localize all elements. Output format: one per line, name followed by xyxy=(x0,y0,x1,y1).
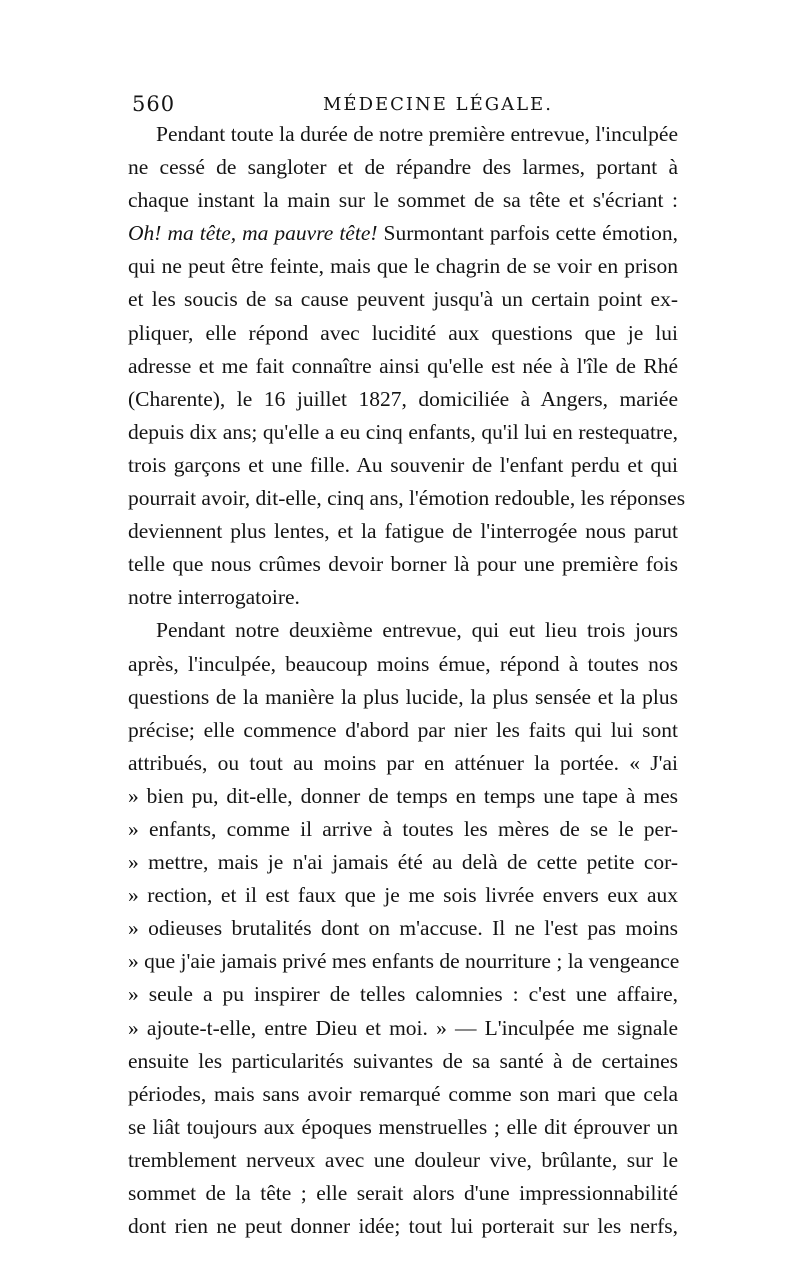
text-line: adresse et me fait connaître ainsi qu'elle est née à l'île de Rhé xyxy=(128,353,678,378)
text-line: telle que nous crûmes devoir borner là pour une première fois xyxy=(128,552,678,577)
text-line: après, l'inculpée, beaucoup moins émue, répond à toutes nos xyxy=(128,651,678,676)
text-line xyxy=(128,217,678,250)
text-line: » ajoute-t-elle, entre Dieu et moi. » — L'inculpée me signale xyxy=(128,1015,678,1040)
page-header xyxy=(118,80,678,120)
text-line: » que j'aie jamais privé mes enfants de nourriture ; la vengeance xyxy=(128,949,680,974)
text-line: et les soucis de sa cause peuvent jusqu'à un certain point ex- xyxy=(128,287,678,312)
text-line: » rection, et il est faux que je me sois livrée envers eux aux xyxy=(128,883,678,908)
text-line: pourrait avoir, dit-elle, cinq ans, l'émotion redouble, les réponses xyxy=(128,486,686,511)
text-line: ne cessé de sangloter et de répandre des larmes, portant à xyxy=(128,155,678,180)
text-line: » enfants, comme il arrive à toutes les mères de se le per- xyxy=(128,816,678,841)
text-line: » odieuses brutalités dont on m'accuse. Il ne l'est pas moins xyxy=(128,916,678,941)
text-line: » seule a pu inspirer de telles calomnies : c'est une affaire, xyxy=(128,982,678,1007)
text-line: Pendant notre deuxième entrevue, qui eut lieu trois jours xyxy=(156,618,678,643)
text-line: précise; elle commence d'abord par nier les faits qui lui sont xyxy=(128,717,678,742)
text-line: sommet de la tête ; elle serait alors d'une impressionnabilité xyxy=(128,1181,678,1205)
text-line: » mettre, mais je n'ai jamais été au delà de cette petite cor- xyxy=(128,850,678,875)
running-title: MÉDECINE LÉGALE. xyxy=(323,94,553,115)
text-line: pliquer, elle répond avec lucidité aux questions que je lui xyxy=(128,320,678,345)
text-line: dont rien ne peut donner idée; tout lui porterait sur les nerfs, xyxy=(128,1214,678,1239)
text-line: périodes, mais sans avoir remarqué comme son mari que cela xyxy=(128,1081,678,1106)
text-line: qui ne peut être feinte, mais que le chagrin de se voir en prison xyxy=(128,254,678,279)
text-line: attribués, ou tout au moins par en atténuer la portée. « J'ai xyxy=(128,750,678,775)
text-line: depuis dix ans; qu'elle a eu cinq enfants, qu'il lui en restequatre, xyxy=(128,419,678,444)
text-line: chaque instant la main sur le sommet de sa tête et s'écriant : xyxy=(128,188,678,213)
text-line: Pendant toute la durée de notre première entrevue, l'inculpée xyxy=(156,122,678,146)
text-line: deviennent plus lentes, et la fatigue de l'interrogée nous parut xyxy=(128,519,678,544)
text-line: questions de la manière la plus lucide, la plus sensée et la plus xyxy=(128,684,678,709)
text-line: ensuite les particularités suivantes de sa santé à de certaines xyxy=(128,1048,678,1073)
text-line: tremblement nerveux avec une douleur vive, brûlante, sur le xyxy=(128,1147,678,1172)
italic-exclamation: Oh! ma tête, ma pauvre tête! xyxy=(128,221,378,246)
body-text xyxy=(128,118,686,1243)
text-line: » bien pu, dit-elle, donner de temps en temps une tape à mes xyxy=(128,783,678,808)
text-line: (Charente), le 16 juillet 1827, domiciliée à Angers, mariée xyxy=(128,386,678,411)
text-line-continuation: Surmontant parfois cette émotion, xyxy=(377,221,678,246)
text-line: se liât toujours aux époques menstruelles ; elle dit éprouver un xyxy=(128,1114,678,1139)
text-line: trois garçons et une fille. Au souvenir de l'enfant perdu et qui xyxy=(128,452,678,477)
text-line: notre interrogatoire. xyxy=(128,585,300,610)
page-number: 560 xyxy=(132,92,176,116)
